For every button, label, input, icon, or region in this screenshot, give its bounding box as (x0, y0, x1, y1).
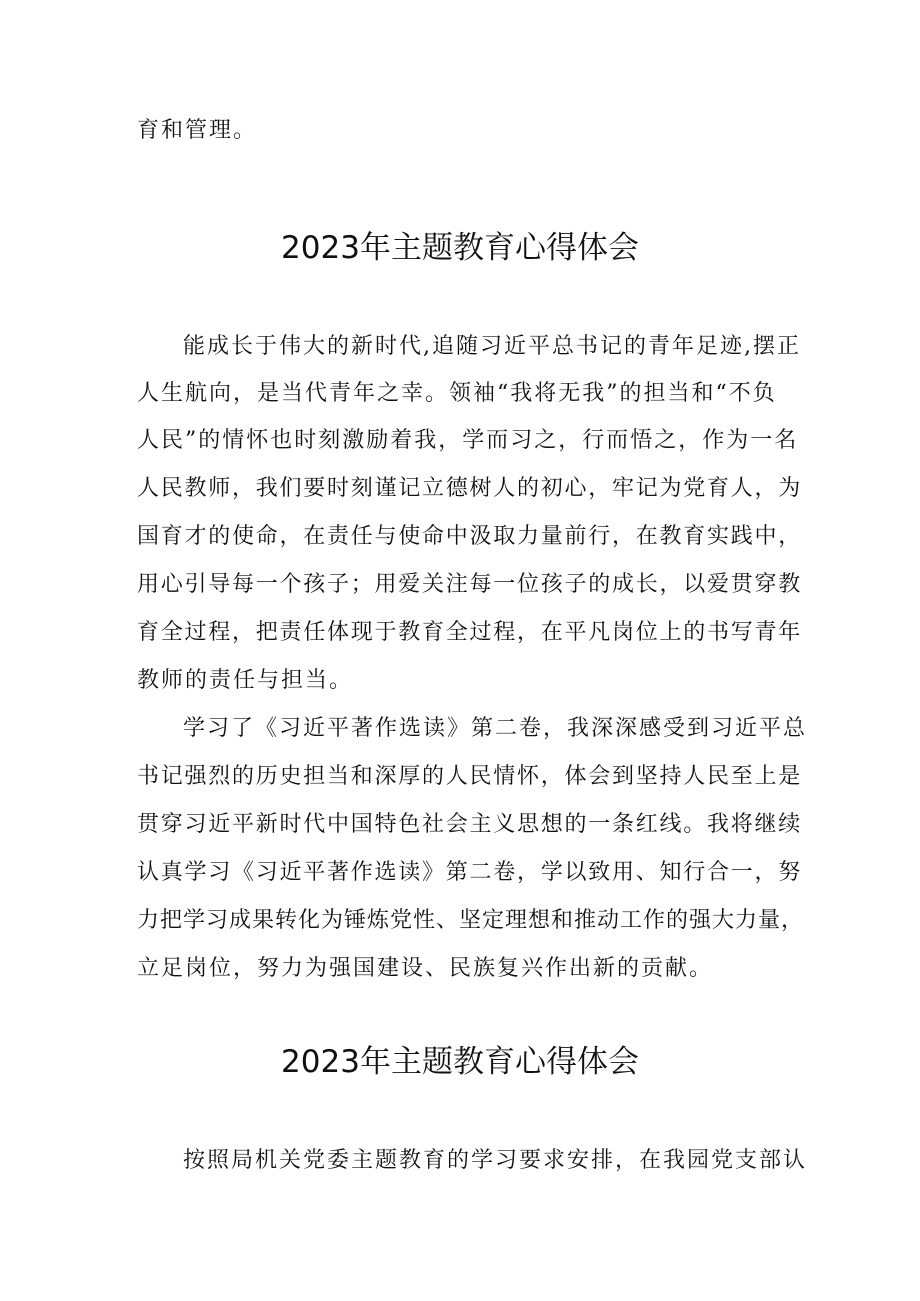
text-line: 立足岗位，努力为强国建设、民族复兴作出新的贡献。 (137, 956, 714, 981)
text-line: 能成长于伟大的新时代,追随习近平总书记的青年足迹,摆正 (183, 334, 801, 359)
text-line: 人民”的情怀也时刻激励着我，学而习之，行而悟之，作为一名 (137, 428, 799, 453)
text-line: 国育才的使命，在责任与使命中汲取力量前行，在教育实践中， (137, 524, 803, 549)
text-line: 学习了《习近平著作选读》第二卷，我深深感受到习近平总 (183, 716, 808, 741)
text-line: 用心引导每一个孩子；用爱关注每一位孩子的成长，以爱贯穿教 (137, 572, 803, 597)
text-line: 贯穿习近平新时代中国特色社会主义思想的一条红线。我将继续 (137, 812, 803, 837)
text-line: 力把学习成果转化为锤炼党性、坚定理想和推动工作的强大力量， (137, 908, 805, 933)
paragraph-fragment: 育和管理。 (137, 118, 258, 143)
text-line: 按照局机关党委主题教育的学习要求安排，在我园党支部认 (183, 1148, 808, 1173)
text-line: 人生航向，是当代青年之幸。领袖“我将无我”的担当和“不负 (137, 381, 777, 406)
text-line: 教师的责任与担当。 (137, 668, 354, 693)
section-title-2: 2023年主题教育心得体会 (281, 1044, 639, 1080)
text-line: 人民教师，我们要时刻谨记立德树人的初心，牢记为党育人，为 (137, 476, 803, 501)
section-title-1: 2023年主题教育心得体会 (281, 230, 639, 266)
text-line: 认真学习《习近平著作选读》第二卷，学以致用、知行合一，努 (137, 860, 803, 885)
text-line: 书记强烈的历史担当和深厚的人民情怀，体会到坚持人民至上是 (137, 764, 803, 789)
text-line: 育全过程，把责任体现于教育全过程，在平凡岗位上的书写青年 (137, 620, 803, 645)
